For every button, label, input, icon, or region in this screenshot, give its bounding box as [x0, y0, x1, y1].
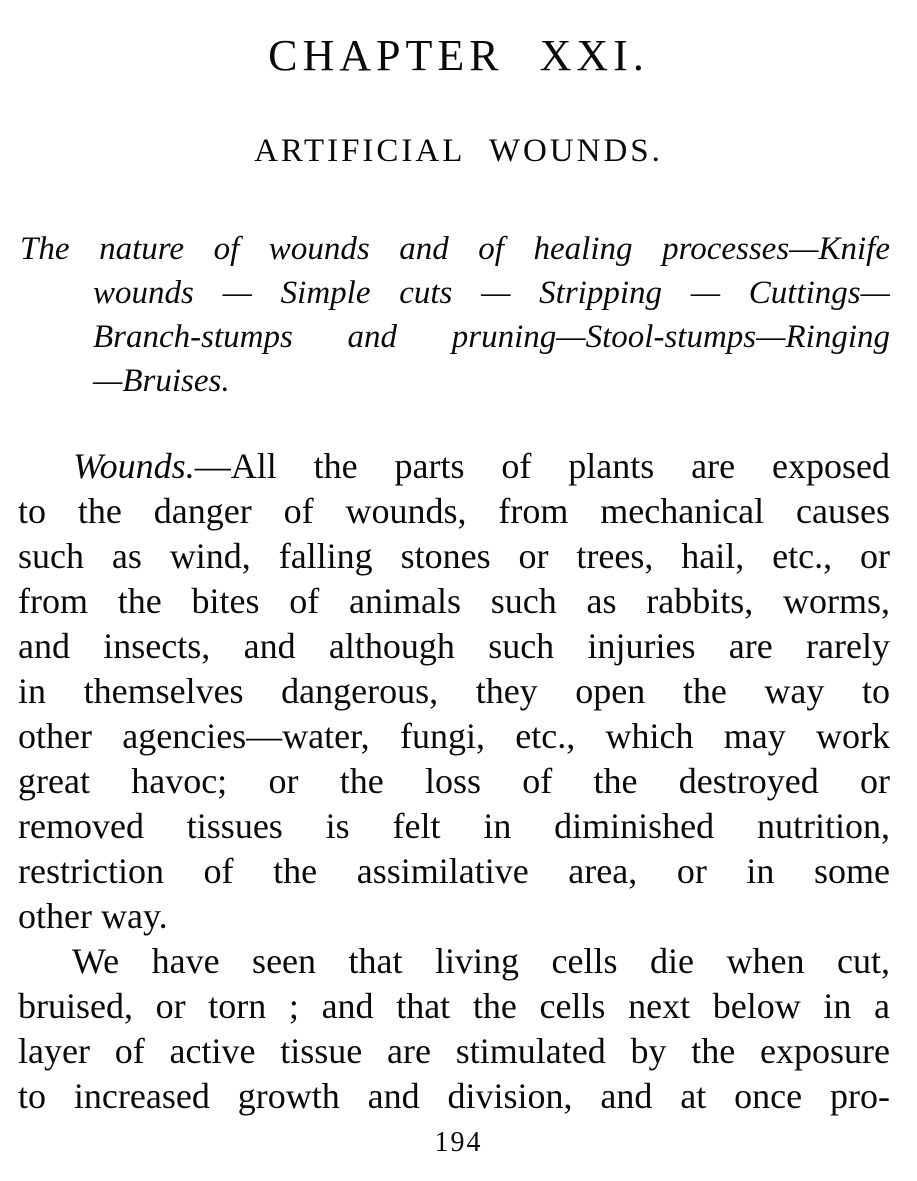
text-line: Wounds.—All the parts of plants are exposed — [73, 446, 890, 486]
text-line: restriction of the assimilative area, or in some — [18, 851, 890, 891]
section-heading: ARTIFICIAL WOUNDS. — [254, 133, 663, 169]
text-line: We have seen that living cells die when cut, — [72, 941, 890, 981]
chapter-heading: CHAPTER XXI. — [268, 31, 649, 80]
text-line: from the bites of animals such as rabbits, worms, — [18, 581, 890, 621]
text-line: other way. — [18, 896, 168, 936]
text-line: other agencies—water, fungi, etc., which may work — [18, 716, 890, 756]
text-line: such as wind, falling stones or trees, hail, etc., or — [18, 536, 890, 576]
text-line: bruised, or torn ; and that the cells next below in a — [18, 986, 890, 1026]
page-number: 194 — [434, 1127, 483, 1158]
summary-line: The nature of wounds and of healing processes—Knife — [20, 231, 890, 267]
text-line: and insects, and although such injuries are rarely — [18, 626, 890, 666]
body-text — [18, 444, 890, 1119]
text-line: to the danger of wounds, from mechanical causes — [18, 491, 890, 531]
chapter-summary — [20, 227, 890, 403]
summary-line: —Bruises. — [93, 363, 230, 399]
text-line: great havoc; or the loss of the destroyed or — [18, 761, 890, 801]
summary-line: wounds — Simple cuts — Stripping — Cuttings— — [93, 275, 890, 311]
text-line: to increased growth and division, and at once pro- — [18, 1076, 890, 1116]
italic-lead-word: Wounds. — [73, 446, 195, 486]
text-line: in themselves dangerous, they open the way to — [18, 671, 890, 711]
summary-line: Branch-stumps and pruning—Stool-stumps—Ringing — [93, 319, 890, 355]
body-paragraph — [18, 939, 890, 1119]
text-line: layer of active tissue are stimulated by the exposure — [18, 1031, 890, 1071]
text-line: removed tissues is felt in diminished nutrition, — [18, 806, 890, 846]
body-paragraph — [18, 444, 890, 939]
